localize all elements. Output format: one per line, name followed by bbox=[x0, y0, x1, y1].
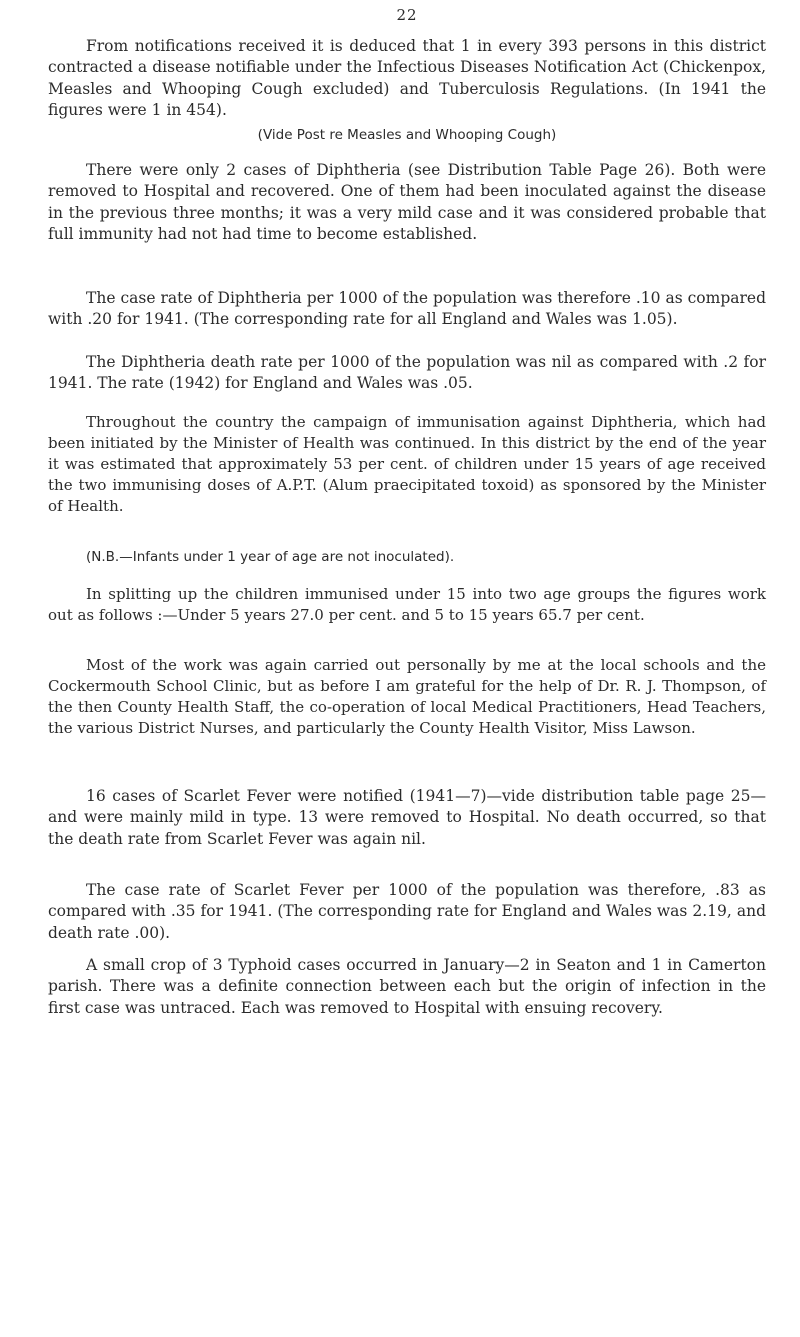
paragraph-work-acknowledgements: Most of the work was again carried out personally by me at the local schools and the Cockermouth School Clinic, but as before I am grateful for the help of Dr. R. J. Thompson, of the then County Health Staff, the co-operation of local Medical Practitioners, Head Teachers, the various District Nurses, and particularly the County Health Visitor, Miss Lawson. bbox=[48, 656, 766, 737]
paragraph-immunisation-campaign: Throughout the country the campaign of immunisation against Diphtheria, which had been initiated by the Minister of Health was continued. In this district by the end of the year it was estimated that approximately 53 per cent. of children under 15 years of age received the two immunising doses of A.P.T. (Alum praecipitated toxoid) as sponsored by the Minister of Health. bbox=[48, 413, 766, 515]
document-page bbox=[48, 0, 766, 1337]
paragraph-diphtheria-case-rate: The case rate of Diphtheria per 1000 of the population was therefore .10 as compared with .20 for 1941. (The corresponding rate for all England and Wales was 1.05). bbox=[48, 289, 766, 329]
paragraph-scarlet-fever-cases: 16 cases of Scarlet Fever were notified (1941—7)—vide distribution table page 25—and were mainly mild in type. 13 were removed to Hospital. No death occurred, so that the death rate from Scarlet Fever was again nil. bbox=[48, 787, 766, 848]
paragraph-notifications: From notifications received it is deduced that 1 in every 393 persons in this district contracted a disease notifiable under the Infectious Diseases Notification Act (Chickenpox, Measles and Whooping Cough excluded) and Tuberculosis Regulations. (In 1941 the figures were 1 in 454). bbox=[48, 37, 766, 120]
paragraph-diphtheria-death-rate: The Diphtheria death rate per 1000 of the population was nil as compared with .2 for 1941. The rate (1942) for England and Wales was .05. bbox=[48, 353, 766, 393]
paragraph-scarlet-fever-case-rate: The case rate of Scarlet Fever per 1000 of the population was therefore, .83 as compared with .35 for 1941. (The corresponding rate for England and Wales was 2.19, and death rate .00). bbox=[48, 881, 766, 942]
page-number: 22 bbox=[396, 6, 418, 24]
note-vide-post: (Vide Post re Measles and Whooping Cough) bbox=[257, 127, 557, 143]
note-infants: (N.B.—Infants under 1 year of age are not inoculated). bbox=[86, 549, 455, 565]
paragraph-typhoid-cases: A small crop of 3 Typhoid cases occurred in January—2 in Seaton and 1 in Camerton parish. There was a definite connection between each but the origin of infection in the first case was untraced. Each was removed to Hospital with ensuing recovery. bbox=[48, 956, 766, 1017]
paragraph-age-groups: In splitting up the children immunised under 15 into two age groups the figures work out as follows :—Under 5 years 27.0 per cent. and 5 to 15 years 65.7 per cent. bbox=[48, 585, 766, 624]
paragraph-diphtheria-cases: There were only 2 cases of Diphtheria (see Distribution Table Page 26). Both were removed to Hospital and recovered. One of them had been inoculated against the disease in the previous three months; it was a very mild case and it was considered probable that full immunity had not had time to become established. bbox=[48, 161, 766, 244]
